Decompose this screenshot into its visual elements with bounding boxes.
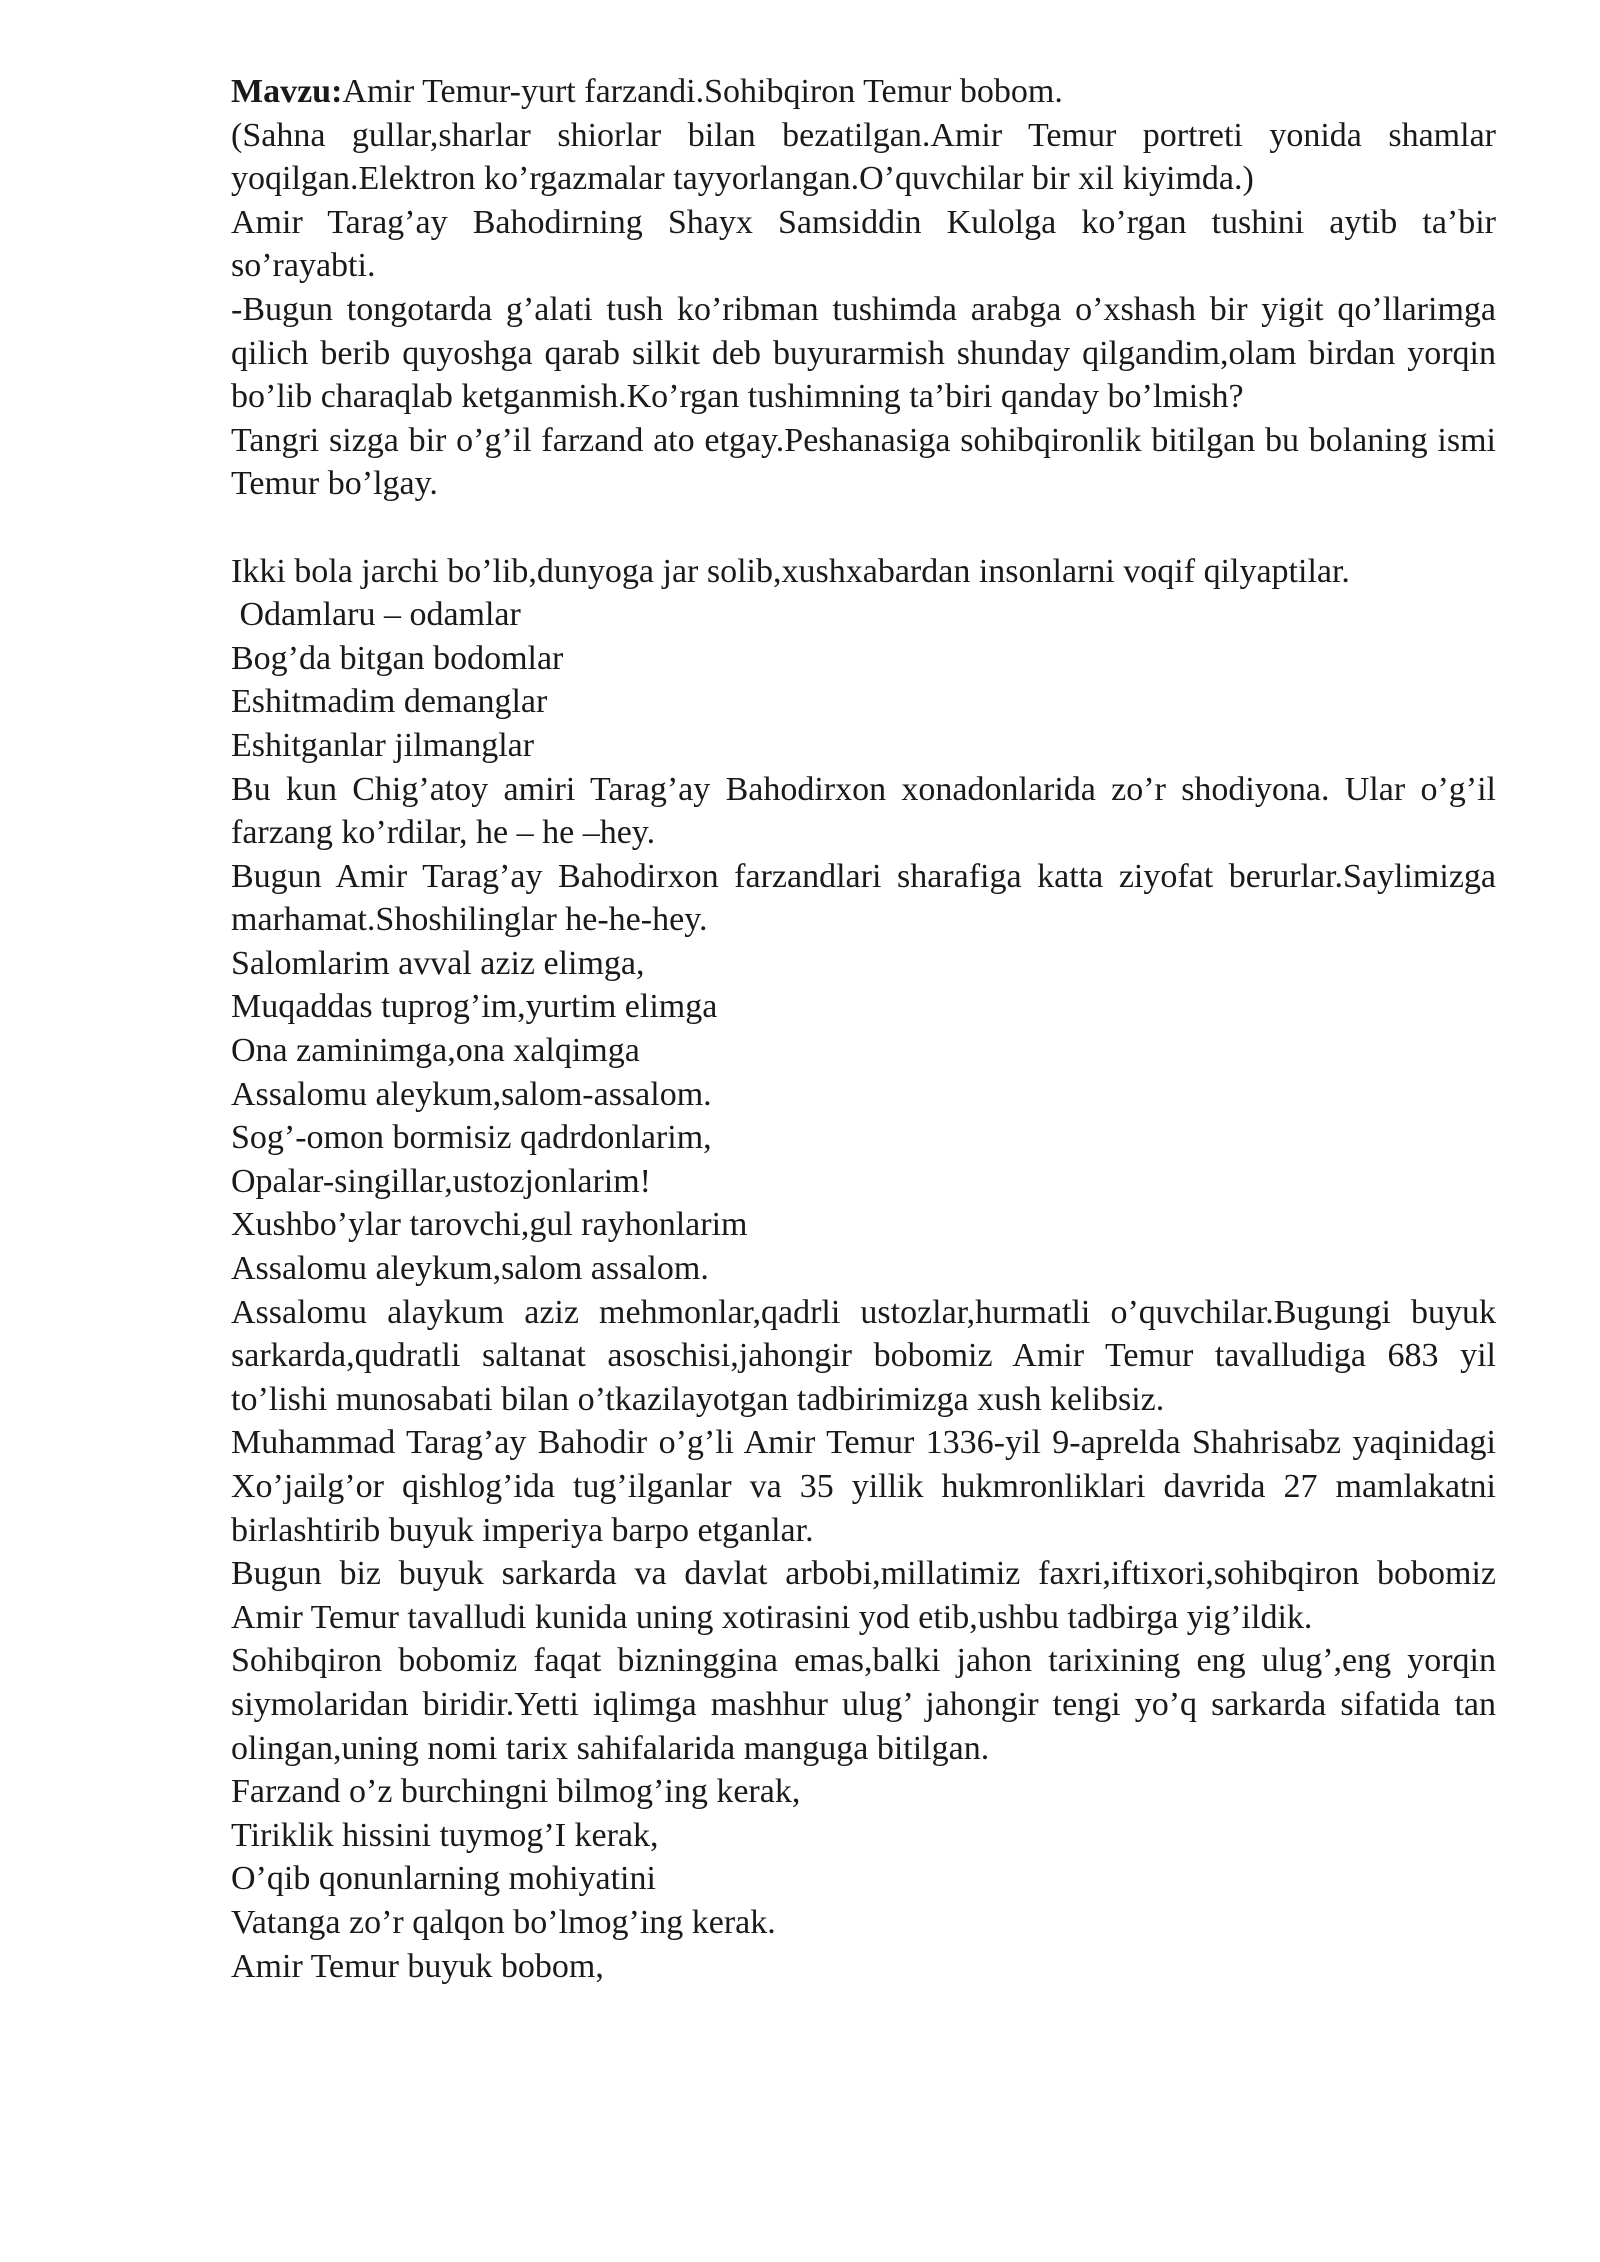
paragraph: (Sahna gullar,sharlar shiorlar bilan bezatilgan.Amir Temur portreti yonida shamlar yoqilgan.Elektron ko’rgazmalar tayyorlangan.O’quvchilar bir xil kiyimda.) <box>231 116 1496 198</box>
text-line: Ikki bola jarchi bo’lib,dunyoga jar solib,xushxabardan insonlarni voqif qilyaptilar. <box>231 552 1350 590</box>
paragraph: Assalomu alaykum aziz mehmonlar,qadrli ustozlar,hurmatli o’quvchilar.Bugungi buyuk sarkarda,qudratli saltanat asoschisi,jahongir bobomiz Amir Temur tavalludiga 683 yil to’lishi munosabati bilan o’tkazilayotgan tadbirimizga xush kelibsiz. <box>231 1293 1496 1418</box>
paragraph: Bugun biz buyuk sarkarda va davlat arbobi,millatimiz faxri,iftixori,sohibqiron bobomiz Amir Temur tavalludi kunida uning xotirasini yod etib,ushbu tadbirga yig’ildik. <box>231 1555 1496 1636</box>
text-line: Muqaddas tuprog’im,yurtim elimga <box>231 988 718 1026</box>
paragraph: Sohibqiron bobomiz faqat bizninggina emas,balki jahon tarixining eng ulug’,eng yorqin siymolaridan biridir.Yetti iqlimga mashhur ulug’ jahongir tengi yo’q sarkarda sifatida tan olingan,uning nomi tarix sahifalarida manguga bitilgan. <box>231 1642 1496 1767</box>
text-line: Odamlaru – odamlar <box>231 596 521 634</box>
paragraph: Muhammad Tarag’ay Bahodir o’g’li Amir Temur 1336-yil 9-aprelda Shahrisabz yaqinidagi Xo’jailg’or qishlog’ida tug’ilganlar va 35 yillik hukmronliklari davrida 27 mamlakatni birlashtirib buyuk imperiya barpo etganlar. <box>231 1424 1496 1549</box>
text-line: O’qib qonunlarning mohiyatini <box>231 1860 656 1898</box>
text-line: Tiriklik hissini tuymog’I kerak, <box>231 1816 659 1854</box>
text-line: Salomlarim avval aziz elimga, <box>231 944 645 982</box>
document-page <box>231 70 1496 1988</box>
document-body <box>231 114 1496 1989</box>
text-line: Vatanga zo’r qalqon bo’lmog’ing kerak. <box>231 1903 776 1941</box>
text-line: Ona zaminimga,ona xalqimga <box>231 1032 640 1070</box>
paragraph: -Bugun tongotarda g’alati tush ko’ribman tushimda arabga o’xshash bir yigit qo’llarimga qilich berib quyoshga qarab silkit deb buyurarmish shunday qilgandim,olam birdan yorqin bo’lib charaqlab ketganmish.Ko’rgan tushimning ta’biri qanday bo’lmish? <box>231 290 1496 416</box>
text-line: Eshitmadim demanglar <box>231 683 548 721</box>
paragraph: Bugun Amir Tarag’ay Bahodirxon farzandlari sharafiga katta ziyofat berurlar.Saylimizga marhamat.Shoshilinglar he-he-hey. <box>231 857 1496 939</box>
text-line: Assalomu aleykum,salom assalom. <box>231 1250 709 1288</box>
text-line: Bog’da bitgan bodomlar <box>231 639 564 677</box>
text-line: Amir Temur buyuk bobom, <box>231 1947 604 1985</box>
paragraph: Tangri sizga bir o’g’il farzand ato etgay.Peshanasiga sohibqironlik bitilgan bu bolaning ismi Temur bo’lgay. <box>231 421 1496 503</box>
text-line: Opalar-singillar,ustozjonlarim! <box>231 1162 652 1200</box>
paragraph: Bu kun Chig’atoy amiri Tarag’ay Bahodirxon xonadonlarida zo’r shodiyona. Ular o’g’il farzang ko’rdilar, he – he –hey. <box>231 770 1496 852</box>
text-line: Farzand o’z burchingni bilmog’ing kerak, <box>231 1773 801 1811</box>
document-title <box>231 70 1496 114</box>
text-line: Eshitganlar jilmanglar <box>231 726 535 764</box>
text-line: Assalomu aleykum,salom-assalom. <box>231 1075 712 1113</box>
text-line: Sog’-omon bormisiz qadrdonlarim, <box>231 1119 712 1157</box>
topic-label: Mavzu: <box>231 73 343 110</box>
blank-line <box>231 506 1496 550</box>
text-line: Xushbo’ylar tarovchi,gul rayhonlarim <box>231 1206 748 1244</box>
topic-text: Amir Temur-yurt farzandi.Sohibqiron Temur bobom. <box>342 73 1063 110</box>
paragraph: Amir Tarag’ay Bahodirning Shayx Samsiddin Kulolga ko’rgan tushini aytib ta’bir so’rayabti. <box>231 203 1496 285</box>
